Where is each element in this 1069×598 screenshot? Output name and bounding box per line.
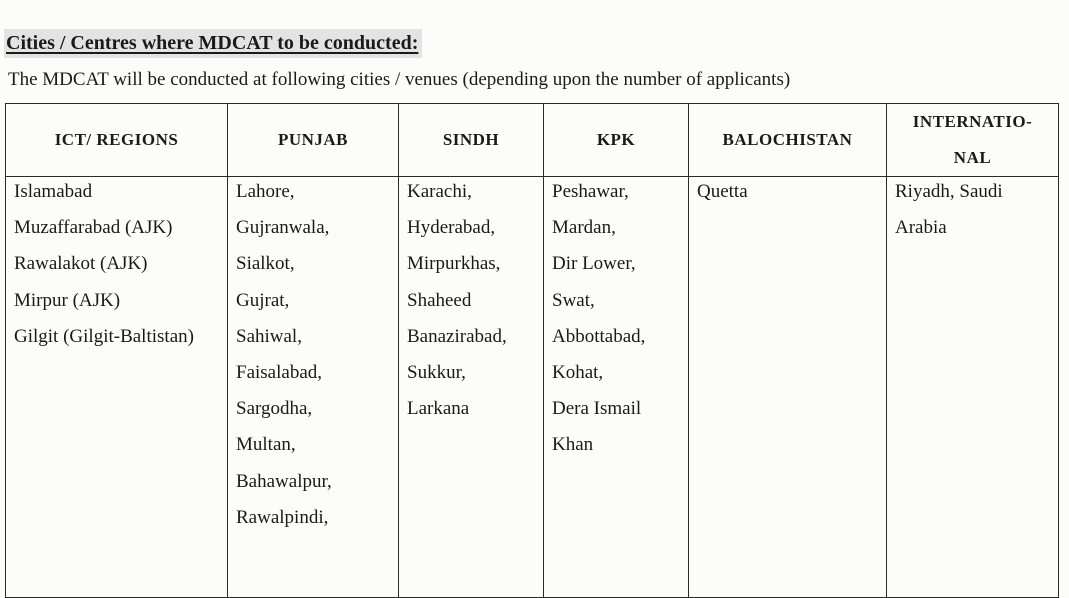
city-item: Multan, bbox=[236, 434, 296, 456]
city-item: Bahawalpur, bbox=[236, 470, 332, 492]
city-item: Kohat, bbox=[552, 362, 604, 384]
cell-ict-regions bbox=[6, 177, 228, 598]
city-item: Banazirabad, bbox=[407, 325, 507, 347]
city-item: Khan bbox=[552, 434, 594, 456]
city-list bbox=[887, 174, 1058, 246]
table-row bbox=[6, 177, 1059, 598]
header-label: PUNJAB bbox=[277, 130, 349, 149]
city-item: Mirpur (AJK) bbox=[14, 289, 121, 311]
city-item: Gujrat, bbox=[236, 289, 290, 311]
city-list bbox=[399, 174, 543, 427]
city-item: Swat, bbox=[552, 289, 595, 311]
city-item: Shaheed bbox=[407, 289, 472, 311]
intro-text: The MDCAT will be conducted at following cities / venues (depending upon the number of applicants) bbox=[8, 69, 791, 90]
header-punjab bbox=[228, 104, 399, 177]
city-item: Sialkot, bbox=[236, 253, 295, 275]
header-international bbox=[887, 104, 1059, 177]
cell-balochistan bbox=[689, 177, 887, 598]
city-item: Larkana bbox=[407, 398, 470, 420]
city-item: Dir Lower, bbox=[552, 253, 636, 275]
city-item: Mardan, bbox=[552, 217, 616, 239]
city-item: Dera Ismail bbox=[552, 398, 642, 420]
cities-table bbox=[5, 103, 1059, 598]
header-balochistan bbox=[689, 104, 887, 177]
header-label: ICT/ REGIONS bbox=[54, 130, 179, 149]
city-item: Gujranwala, bbox=[236, 217, 330, 239]
header-label: SINDH bbox=[442, 130, 500, 149]
city-item: Islamabad bbox=[14, 181, 93, 202]
city-item: Sahiwal, bbox=[236, 325, 302, 347]
city-item: Rawalakot (AJK) bbox=[14, 253, 148, 275]
city-item: Sargodha, bbox=[236, 398, 313, 420]
city-item: Lahore, bbox=[236, 181, 295, 202]
cell-kpk bbox=[544, 177, 689, 598]
city-item: Arabia bbox=[895, 217, 947, 239]
cell-sindh bbox=[399, 177, 544, 598]
city-list bbox=[228, 174, 398, 536]
city-list bbox=[6, 174, 227, 355]
city-item: Karachi, bbox=[407, 181, 472, 202]
city-list bbox=[689, 174, 886, 210]
city-item: Hyderabad, bbox=[407, 217, 496, 239]
section-heading: Cities / Centres where MDCAT to be conducted: bbox=[4, 29, 422, 58]
header-label-line-2: NAL bbox=[953, 148, 992, 167]
city-item: Quetta bbox=[697, 181, 748, 202]
cell-punjab bbox=[228, 177, 399, 598]
city-item: Gilgit (Gilgit-Baltistan) bbox=[14, 325, 194, 347]
header-ict-regions bbox=[6, 104, 228, 177]
cell-international bbox=[887, 177, 1059, 598]
header-label: KPK bbox=[596, 130, 636, 149]
city-item: Muzaffarabad (AJK) bbox=[14, 217, 173, 239]
city-item: Faisalabad, bbox=[236, 362, 323, 384]
header-kpk bbox=[544, 104, 689, 177]
city-item: Sukkur, bbox=[407, 362, 466, 384]
header-label-line-1: INTERNATIO- bbox=[912, 112, 1033, 131]
city-item: Riyadh, Saudi bbox=[895, 181, 1003, 202]
city-list bbox=[544, 174, 688, 464]
city-item: Abbottabad, bbox=[552, 325, 646, 347]
city-item: Rawalpindi, bbox=[236, 506, 329, 528]
table-header-row bbox=[6, 104, 1059, 177]
city-item: Peshawar, bbox=[552, 181, 629, 202]
header-sindh bbox=[399, 104, 544, 177]
header-label: BALOCHISTAN bbox=[722, 130, 853, 149]
city-item: Mirpurkhas, bbox=[407, 253, 501, 275]
